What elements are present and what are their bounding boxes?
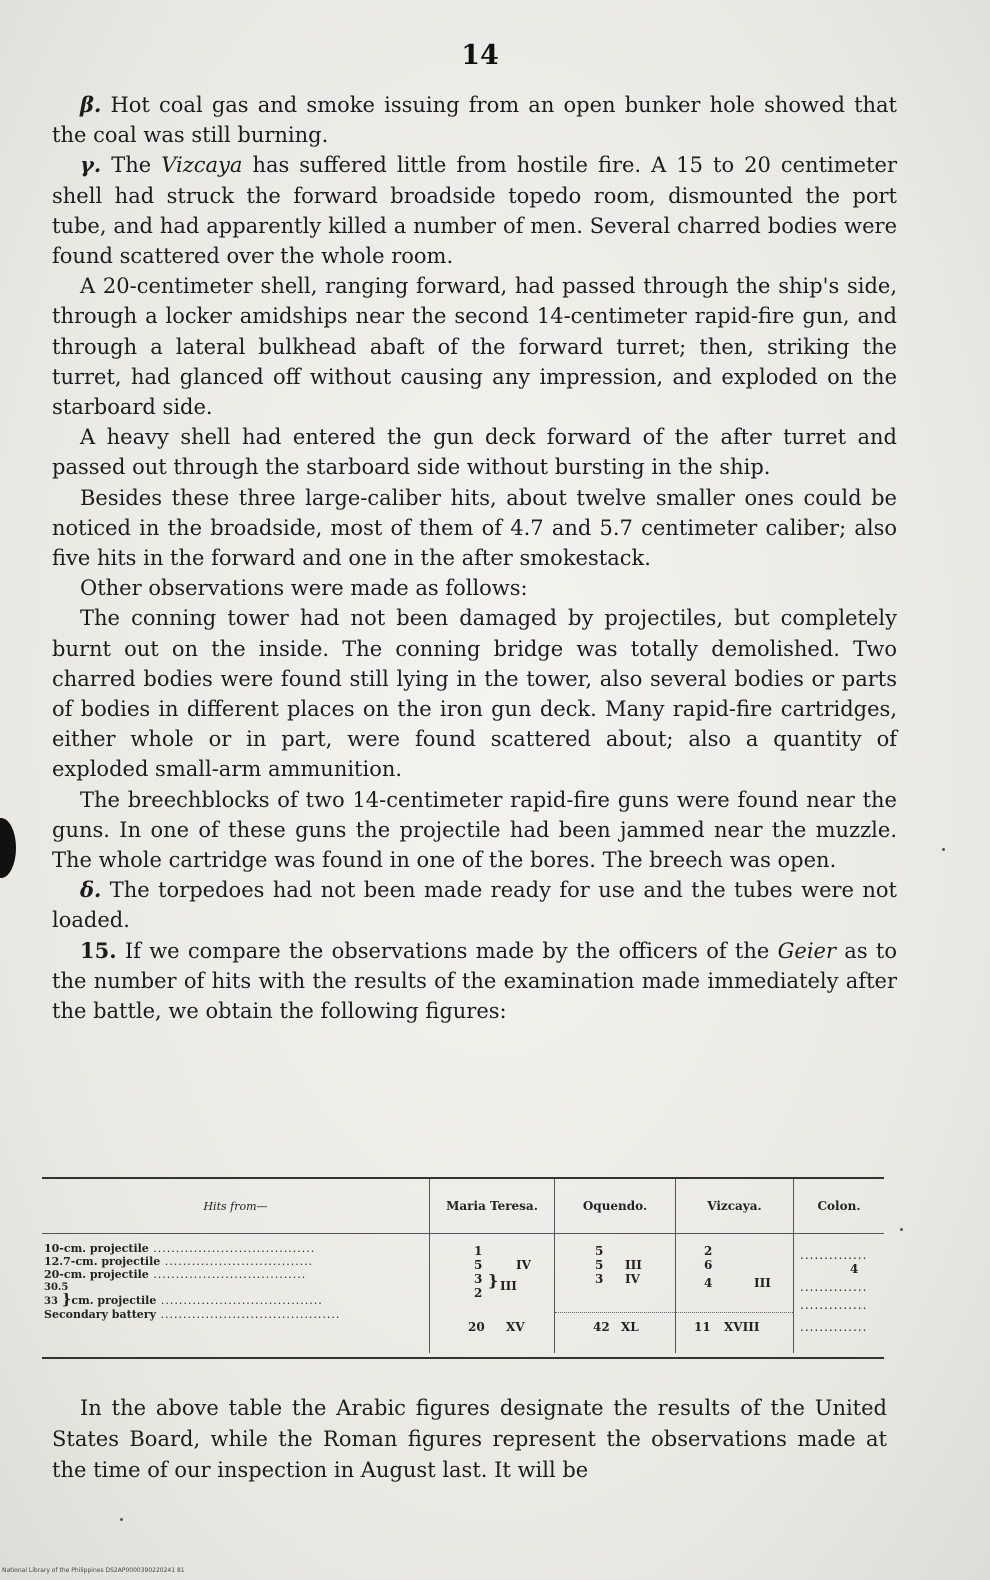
value: 5	[474, 1258, 483, 1272]
speck	[900, 1228, 903, 1231]
header-maria-teresa: Maria Teresa.	[430, 1179, 555, 1234]
footer-credit: National Library of the Philippines DS2AP0000390220241 81	[2, 1567, 185, 1574]
total-roman: XV	[506, 1320, 525, 1334]
paragraph-gamma	[52, 150, 897, 271]
maria-teresa-values	[430, 1234, 555, 1354]
value: 5	[595, 1258, 604, 1272]
header-hits-from: Hits from—	[42, 1179, 430, 1234]
binding-mark	[0, 818, 16, 878]
paragraph-text: The	[111, 153, 162, 178]
speck	[942, 848, 945, 851]
paragraph-lead: β.	[80, 92, 102, 117]
hits-comparison-table	[42, 1179, 884, 1353]
paragraph: In the above table the Arabic figures designate the results of the United States Board, while the Roman figures represent the observations made at the time of our inspection in August last. It will be	[52, 1396, 887, 1482]
value: 2	[704, 1244, 713, 1258]
value: 4	[704, 1276, 713, 1290]
paragraph-beta	[52, 90, 897, 150]
dot-leader: ..............	[800, 1280, 868, 1294]
value: 4	[850, 1262, 859, 1276]
page-number: 14	[461, 40, 499, 71]
value-roman: III	[754, 1276, 771, 1290]
dot-leader: ..............	[800, 1320, 868, 1334]
paragraph: Besides these three large-caliber hits, about twelve smaller ones could be noticed in the broadside, most of them of 4.7 and 5.7 centimeter caliber; also five hits in the forward and one in the after smokestack.	[52, 485, 897, 571]
total: 20	[468, 1320, 485, 1334]
row-label: 20-cm. projectile ..................................	[44, 1268, 307, 1281]
paragraph: Other observations were made as follows:	[80, 576, 528, 601]
dot-leader: ..............	[800, 1248, 868, 1262]
paragraph-15	[52, 936, 897, 1027]
paragraph: A 20-centimeter shell, ranging forward, had passed through the ship's side, through a locker amidships near the second 14-centimeter rapid-fire gun, and through a lateral bulkhead abaft of the forward turret; then, striking the turret, had glanced off without causing any impression, and exploded on the starboard side.	[52, 274, 897, 420]
body-text	[52, 90, 897, 1026]
value: 2	[474, 1286, 483, 1300]
sum-line	[555, 1312, 675, 1313]
row-label: 33 }cm. projectile ....................................	[44, 1293, 323, 1308]
value: 3	[474, 1272, 483, 1286]
row-labels	[42, 1234, 430, 1354]
value-roman: III	[500, 1279, 517, 1293]
total-roman: XVIII	[724, 1320, 760, 1334]
total: 42	[593, 1320, 610, 1334]
value: 3	[595, 1272, 604, 1286]
dot-leader: ..............	[800, 1298, 868, 1312]
closing-text	[52, 1393, 887, 1486]
vizcaya-values	[676, 1234, 794, 1354]
value-roman: III	[625, 1258, 642, 1272]
paragraph-text: The torpedoes had not been made ready for use and the tubes were not loaded.	[52, 878, 897, 933]
hits-table	[42, 1177, 884, 1359]
total-roman: XL	[621, 1320, 639, 1334]
colon-values	[794, 1234, 885, 1354]
paragraph-text: as to the number of hits with the results of the examination made immediately after the battle, we obtain the following figures:	[52, 938, 897, 1024]
row-label: 12.7-cm. projectile .................................	[44, 1255, 314, 1268]
value-roman: IV	[516, 1258, 531, 1272]
paragraph-lead: γ.	[80, 152, 102, 178]
speck	[120, 1518, 123, 1521]
paragraph: A heavy shell had entered the gun deck forward of the after turret and passed out through the starboard side without bursting in the ship.	[52, 425, 897, 480]
sum-line	[676, 1312, 793, 1313]
value: 6	[704, 1258, 713, 1272]
paragraph-delta	[52, 875, 897, 935]
paragraph: The breechblocks of two 14-centimeter rapid-fire guns were found near the guns. In one of these guns the projectile had been jammed near the muzzle. The whole cartridge was found in one of the bores. The breech was open.	[52, 787, 897, 873]
total: 11	[694, 1320, 711, 1334]
ship-name: Vizcaya	[161, 153, 243, 178]
paragraph-lead: 15.	[80, 937, 117, 963]
paragraph: The conning tower had not been damaged by projectiles, but completely burnt out on the inside. The conning bridge was totally demolished. Two charred bodies were found still lying in the tower, also several bodies or parts of bodies in different places on the iron gun deck. Many rapid-fire cartridges, either whole or in part, were found scattered about; also a quantity of exploded small-arm ammunition.	[52, 606, 897, 782]
oquendo-values	[555, 1234, 676, 1354]
row-label: Secondary battery ........................................	[44, 1308, 341, 1321]
ship-name: Geier	[777, 938, 837, 963]
value-roman: IV	[625, 1272, 640, 1286]
header-colon: Colon.	[794, 1179, 885, 1234]
paragraph-text: has suffered little from hostile fire. A 15 to 20 centimeter shell had struck the forward broadside topedo room, dismounted the port tube, and had apparently killed a number of men. Several charred bodies were found scattered over the whole room.	[52, 153, 897, 269]
row-label: 10-cm. projectile ....................................	[44, 1242, 316, 1255]
brace: }	[488, 1271, 499, 1290]
row-label: 30.5	[44, 1282, 69, 1293]
value: 1	[474, 1244, 483, 1258]
header-oquendo: Oquendo.	[555, 1179, 676, 1234]
paragraph-text: Hot coal gas and smoke issuing from an open bunker hole showed that the coal was still burning.	[52, 93, 897, 148]
table-bottom-rule	[42, 1357, 884, 1359]
paragraph-text: If we compare the observations made by the officers of the	[124, 938, 778, 963]
header-vizcaya: Vizcaya.	[676, 1179, 794, 1234]
paragraph-lead: δ.	[80, 877, 102, 903]
value: 5	[595, 1244, 604, 1258]
